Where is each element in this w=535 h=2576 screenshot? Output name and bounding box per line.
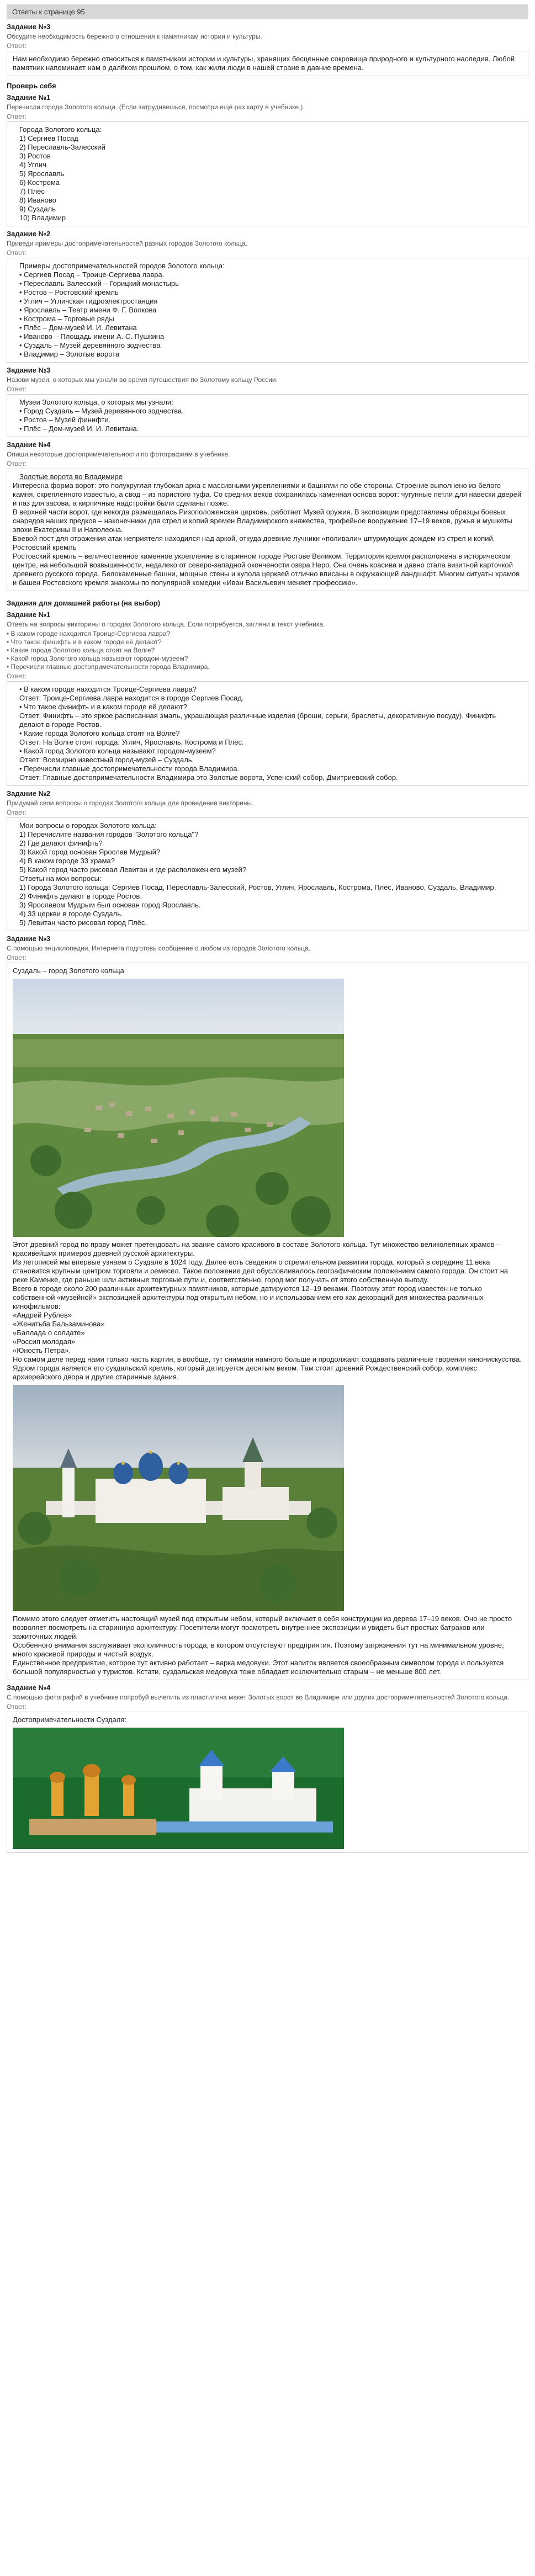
list-item: 1) Сергиев Посад (19, 134, 78, 142)
list-item: Примеры достопримечательностей городов Золотого кольца: (19, 262, 225, 270)
home-3-paragraph: Этот древний город по праву может претендовать на звание самого красивого в составе Золотого кольца. Тут множество великолепных храмов – красивейших примеров древней русской архитектуры. (13, 1240, 501, 1257)
home-3-paragraph: Единственное предприятие, которое тут активно работает – варка медовухи. Этот напиток является своеобразным символом города и пользуется большой популярностью у туристов. Кстати, суздальская медовуха тоже обладает исключительно старым – не меньше 800 лет. (13, 1659, 504, 1676)
list-item: • Ярославль – Театр имени Ф. Г. Волкова (19, 306, 157, 314)
film-item: «Баллада о солдате» (13, 1329, 85, 1337)
check-1 (7, 93, 528, 226)
check-1-list (13, 125, 522, 222)
check-1-text: Перечисли города Золотого кольца. (Если затрудняешься, посмотри ещё раз карту в учебнике.) (7, 103, 303, 111)
answer-label: Ответ: (7, 385, 27, 393)
list-item: 2) Финифть делают в городе Ростов. (19, 892, 142, 900)
check-1-title: Задание №1 (7, 93, 51, 102)
answer-label: Ответ: (7, 113, 27, 120)
check-1-answer (7, 121, 528, 226)
home-3-paragraph: Особенного внимания заслуживает экополичность города, в котором отсутствуют предприятия. Поэтому загрязнения тут на минимальном уровне, много красивой природы и чистый воздух. (13, 1641, 504, 1658)
list-item: 5) Какой город часто рисовал Левитан и где расположен его музей? (19, 865, 247, 874)
task-3-title: Задание №3 (7, 23, 51, 31)
list-item: 4) Углич (19, 161, 46, 169)
list-item: • Ростов – Ростовский кремль (19, 288, 119, 296)
list-item: • Переславль-Залесский – Горицкий монастырь (19, 279, 179, 288)
question-item: • Что такое финифть и в каком городе её делают? (7, 638, 162, 646)
check-4 (7, 440, 528, 591)
check-2 (7, 230, 528, 363)
plasticine-model-illustration (13, 1728, 344, 1849)
home-1-list (13, 685, 522, 782)
plasticine-model-photo (13, 1728, 344, 1849)
list-item: • Суздаль – Музей деревянного зодчества (19, 341, 161, 349)
home-1-answer (7, 681, 528, 786)
list-item: • Владимир – Золотые ворота (19, 350, 120, 358)
list-item: • Плёс – Дом-музей И. И. Левитана. (19, 424, 139, 433)
home-3-paragraph: Из летописей мы впервые узнаем о Суздале в 1024 году. Далее есть сведения о стремительном развитии города, который в середине 11 века становится крупным центром торговли и ремесел. Такое положение дел обусловливалось географическим положением самого города. Он стоит на реке Каменке, где раньше шли активные торговые пути и, соответственно, город мог получать от этого собственную выгоду. (13, 1258, 508, 1284)
home-section-title: Задания для домашней работы (на выбор) (7, 599, 161, 607)
list-item: 4) В каком городе 33 храма? (19, 857, 115, 865)
question-item: • Какие города Золотого кольца стоят на Волге? (7, 646, 155, 654)
list-item: 10) Владимир (19, 214, 66, 222)
list-item: 2) Где делают финифть? (19, 839, 103, 847)
home-4-text: С помощью фотографий в учебнике попробуй вылепить из пластилина макет Золотых ворот во Владимире или других достопримечательностей Золотого кольца. (7, 1693, 510, 1701)
list-item: 8) Иваново (19, 196, 56, 204)
list-item: • Кострома – Торговые ряды (19, 315, 114, 323)
page-title: Ответы к странице 95 (7, 4, 528, 19)
list-item: Музеи Золотого кольца, о которых мы узнали: (19, 398, 173, 406)
home-3-heading: Суздаль – город Золотого кольца (13, 966, 124, 975)
check-4-paragraph: Боевой пост для отражения атак неприятеля находился над аркой, откуда древние лучники «поливали» штурмующих дождем из стрел и копий. (13, 534, 495, 543)
answer-label: Ответ: (7, 809, 27, 816)
film-item: «Женитьба Бальзаминова» (13, 1320, 105, 1328)
list-item: Ответ: Троице-Сергиева лавра находится в городе Сергиев Посад. (19, 694, 244, 702)
film-item: «Россия молодая» (13, 1337, 76, 1346)
question-item: • Какой город Золотого кольца называют городом-музеем? (7, 655, 188, 662)
answer-label: Ответ: (7, 460, 27, 468)
home-3-paragraph: Помимо этого следует отметить настоящий музей под открытым небом, который включает в себя конструкции из дерева 17–19 веков. Оно не просто позволяет посмотреть на старинную архитектуру. Посетители могут посмотреть внутреннее экспозиции и увидеть быт простых батраков или зажиточных людей. (13, 1614, 512, 1640)
list-item: • Иваново – Площадь имени А. С. Пушкина (19, 332, 165, 341)
home-3-paragraph: Ядром города является его суздальский кремль, который датируется десятым веком. Там стоит древний Рождественский собор, комплекс архиерейского двора и другие старинные здания. (13, 1364, 477, 1381)
list-item: 1) Города Золотого кольца: Сергиев Посад, Переславль-Залесский, Ростов, Углич, Ярославль, Кострома, Плёс, Иваново, Суздаль, Владимир. (19, 883, 496, 891)
home-3-title: Задание №3 (7, 934, 51, 943)
home-4 (7, 1683, 528, 1853)
check-3-text: Назови музеи, о которых мы узнали во время путешествия по Золотому кольцу России. (7, 376, 278, 384)
check-section-title: Проверь себя (7, 82, 56, 90)
home-1 (7, 610, 528, 786)
check-2-list (13, 262, 522, 359)
list-item: 4) 33 церкви в городе Суздаль. (19, 910, 123, 918)
check-2-answer (7, 258, 528, 363)
list-item: 1) Перечислите названия городов "Золотого кольца"? (19, 830, 199, 838)
home-3-paragraph: Но самом деле перед нами только часть картин, в вообще, тут снимали намного больше и продолжают создавать различные творения кинонискусства. (13, 1355, 522, 1363)
list-item: 3) Какой город основан Ярослав Мудрый? (19, 848, 161, 856)
list-item: • Какие города Золотого кольца стоят на Волге? (19, 729, 180, 737)
suzdal-monastery-illustration (13, 1385, 344, 1611)
home-4-title: Задание №4 (7, 1683, 51, 1692)
task-3-answer-text: Нам необходимо бережно относиться к памятникам истории и культуры, хранящих бесценные сокровища природного и культурного наследия. Любой памятник напоминает нам о далёком прошлом, о том, как жили люди в нашей стране в давние времена. (13, 55, 515, 72)
home-4-answer (7, 1712, 528, 1853)
list-item: 9) Суздаль (19, 205, 56, 213)
answer-label: Ответ: (7, 1703, 27, 1711)
answer-label: Ответ: (7, 42, 27, 50)
home-2-text: Придумай свои вопросы о городах Золотого кольца для проведения викторины. (7, 799, 254, 807)
home-3-text: С помощью энциклопедии, Интернета подготовь сообщение о любом из городов Золотого кольца. (7, 944, 311, 952)
answer-label: Ответ: (7, 672, 27, 680)
list-item: • Какой город Золотого кольца называют городом-музеем? (19, 747, 216, 755)
suzdal-monastery-photo (13, 1385, 344, 1611)
list-item: 7) Плёс (19, 187, 45, 195)
answer-label: Ответ: (7, 954, 27, 962)
check-2-text: Приведи примеры достопримечательностей разных городов Золотого кольца. (7, 240, 248, 247)
home-2 (7, 789, 528, 931)
home-1-title: Задание №1 (7, 610, 51, 619)
home-1-text: Ответь на вопросы викторины о городах Золотого кольца. Если потребуется, загляни в текст учебника. (7, 620, 325, 628)
check-4-heading: Золотые ворота во Владимире (19, 472, 123, 481)
list-item: • Что такое финифть и в каком городе её делают? (19, 703, 187, 711)
check-4-paragraph: В верхней части ворот, где некогда размещалась Ризоположенская церковь, работает Музей оружия. В экспозиции представлены образцы боевых снарядов наших предков – наконечники для стрел и копий времен Владимирского княжества, трофейное вооружение 17–19 веков, ружья и мушкеты эпохи Екатерины II и Наполеона. (13, 508, 512, 534)
list-item: • В каком городе находится Троице-Сергиева лавра? (19, 685, 197, 693)
list-item: 6) Кострома (19, 178, 60, 187)
film-item: «Юность Петра». (13, 1346, 71, 1355)
film-item: «Андрей Рублев» (13, 1311, 72, 1319)
check-4-paragraph: Интересна форма ворот: это полукруглая глубокая арка с массивными укреплениями и башнями по обе стороны. Строение выполнено из белого камня, скрепленного известью, а свод – из пористого туфа. Со средних веков сохранилась каменная основа ворот: чугунные петли для навески дверей и паз для засова, а кирпичные надстройки были сделаны позже. (13, 481, 522, 507)
list-item: Города Золотого кольца: (19, 125, 102, 134)
check-2-title: Задание №2 (7, 230, 51, 238)
suzdal-aerial-photo (13, 979, 344, 1237)
check-4-text: Опиши некоторые достопримечательности по фотографиям в учебнике. (7, 450, 230, 458)
list-item: Ответ: На Волге стоят города: Углич, Ярославль, Кострома и Плёс. (19, 738, 244, 746)
list-item: • Город Суздаль – Музей деревянного зодчества. (19, 407, 184, 415)
check-4-answer (7, 469, 528, 591)
list-item: • Плёс – Дом-музей И. И. Левитана (19, 323, 137, 332)
home-2-answer (7, 817, 528, 931)
home-3 (7, 934, 528, 1680)
check-4-heading-2: Ростовский кремль (13, 543, 77, 551)
list-item: • Перечисли главные достопримечательности города Владимира. (19, 764, 240, 773)
suzdal-aerial-illustration (13, 979, 344, 1237)
home-2-title: Задание №2 (7, 789, 51, 798)
list-item: Ответ: Главные достопримечательности Владимира это Золотые ворота, Успенский собор, Дмитриевский собор. (19, 773, 398, 782)
list-item: • Ростов – Музей финифти. (19, 416, 111, 424)
list-item: Мои вопросы о городах Золотого кольца: (19, 821, 157, 830)
question-item: • Перечисли главные достопримечательности города Владимира. (7, 663, 210, 671)
home-1-questions (7, 630, 528, 671)
list-item: 5) Ярославль (19, 169, 65, 178)
check-4-paragraph: Ростовский кремль – величественное каменное укрепление в старинном городе Ростове Великом. Территория кремля расположена в историческом центре, на небольшой возвышенности, недалеко от северо-западной окончености озера Неро. Она очень красива и давно стала визитной карточкой древнего русского города. Белокаменные башни, мощные стены и купола церквей отлично вписаны в окружающий ландшафт. Многим ситуаты храмов и башен Ростовского кремля знакомы по популярной комедии «Иван Васильевич меняет профессию». (13, 552, 520, 587)
check-3-answer (7, 394, 528, 437)
list-item: • Сергиев Посад – Троице-Сергиева лавра. (19, 270, 165, 279)
list-item: 3) Ростов (19, 152, 51, 160)
list-item: Ответ: Всемирно известный город-музей – Суздаль. (19, 756, 194, 764)
check-4-title: Задание №4 (7, 440, 51, 449)
list-item: Ответ: Финифть – это яркое расписанная эмаль, украшающая различные изделия (броши, серьги, браслеты, декоративную посуду). Финифть делают в городе Ростов. (19, 711, 496, 729)
list-item: Ответы на мои вопросы: (19, 874, 102, 883)
task-3-answer (7, 51, 528, 76)
task-3 (7, 23, 528, 76)
task-3-text: Обсудите необходимость бережного отношения к памятникам истории и культуры. (7, 33, 262, 40)
question-item: • В каком городе находится Троице-Сергиева лавра? (7, 630, 171, 638)
answer-label: Ответ: (7, 249, 27, 257)
check-3-list (13, 398, 522, 433)
list-item: 3) Ярославом Мудрым был основан город Ярославль. (19, 901, 201, 909)
list-item: 5) Левитан часто рисовал город Плёс. (19, 918, 147, 927)
check-3 (7, 366, 528, 437)
home-4-subtitle: Достопримечательности Суздаля: (13, 1715, 127, 1724)
home-3-answer (7, 963, 528, 1680)
check-3-title: Задание №3 (7, 366, 51, 374)
list-item: 2) Переславль-Залесский (19, 143, 105, 151)
home-2-list (13, 821, 522, 927)
home-3-paragraph: Всего в городе около 200 различных архитектурных памятников, которые датируются 12–19 веками. Поэтому этот город известен не только собственной «музейной» экспозицией архитектуры под открытым небом, но и использованием его как декораций для множества различных кинофильмов: (13, 1284, 484, 1310)
list-item: • Углич – Угличская гидроэлектростанция (19, 297, 158, 305)
